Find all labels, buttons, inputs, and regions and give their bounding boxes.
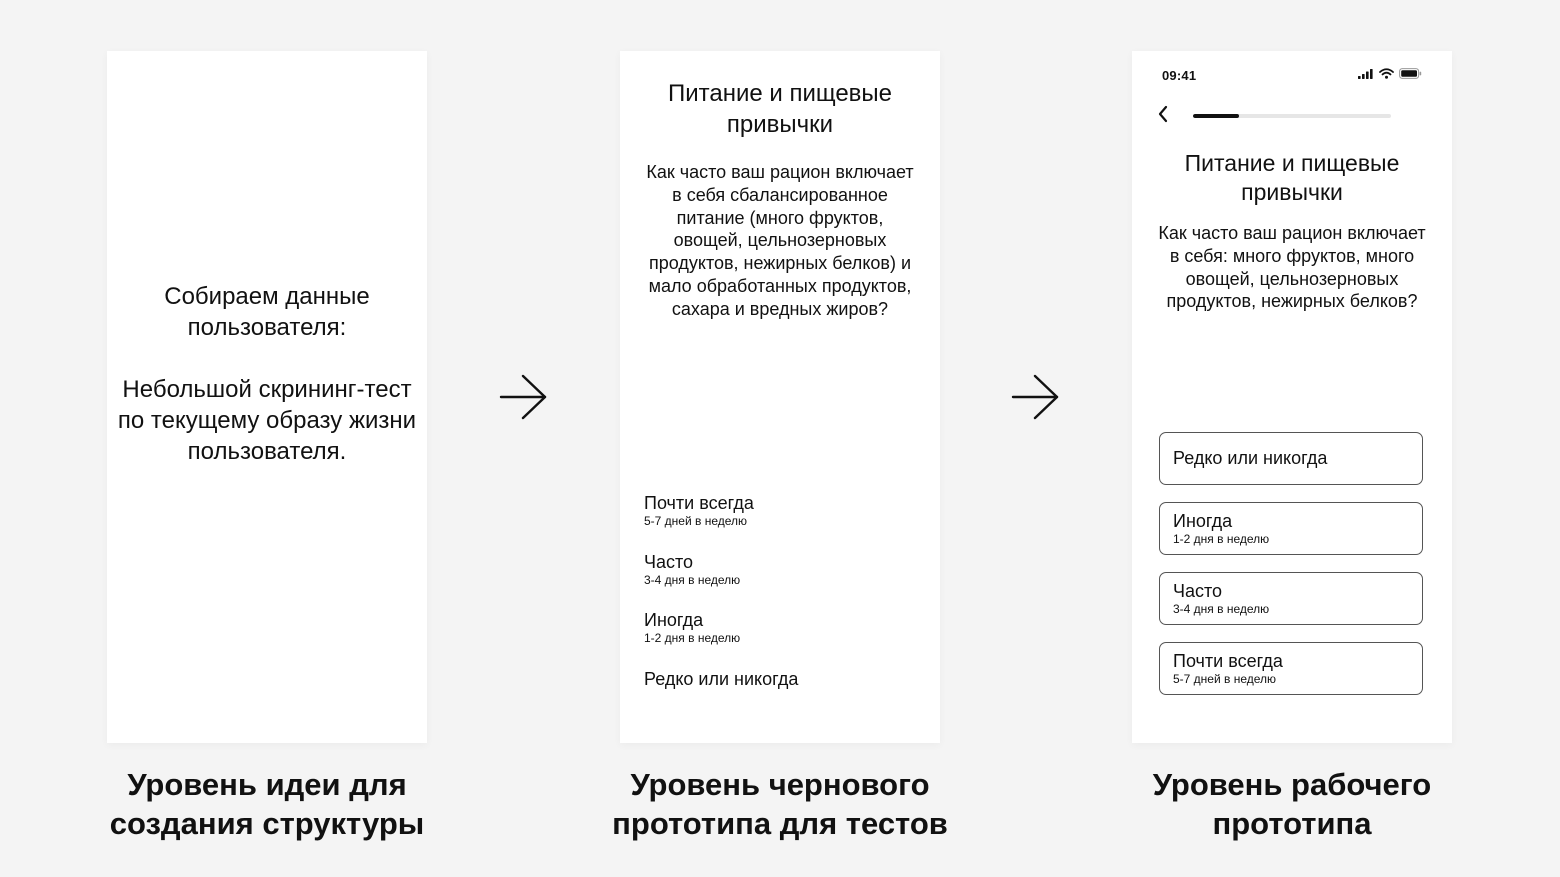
option-label: Часто <box>1173 581 1223 601</box>
idea-text-block <box>107 281 427 467</box>
option-label: Часто <box>644 551 694 572</box>
option-subtext: 5-7 дней в неделю <box>1173 672 1277 686</box>
proto-options-list <box>1159 432 1423 712</box>
option-label: Почти всегда <box>1173 651 1283 671</box>
draft-title: Питание и пищевые привычки <box>667 80 893 138</box>
draft-prototype-card <box>620 51 940 743</box>
status-bar <box>1132 65 1452 85</box>
proto-question: Как часто ваш рацион включает в себя: много фруктов, много овощей, цельнозерновых продуктов, нежирных белков? <box>1158 223 1426 312</box>
progress-fill <box>1193 114 1239 118</box>
chevron-left-icon <box>1157 105 1169 128</box>
caption-working-level: Уровень рабочего прототипа <box>1152 767 1432 841</box>
option-label: Почти всегда <box>644 493 754 513</box>
option-button-almost-always[interactable] <box>1159 642 1423 695</box>
battery-icon <box>1399 66 1422 84</box>
working-prototype-card <box>1132 51 1452 743</box>
draft-option-often[interactable] <box>644 551 920 610</box>
draft-option-almost-always[interactable] <box>644 492 920 551</box>
option-subtext: 5-7 дней в неделю <box>644 514 748 528</box>
caption-draft-level: Уровень чернового прототипа для тестов <box>612 767 948 841</box>
option-label: Иногда <box>1173 511 1233 531</box>
option-subtext: 3-4 дня в неделю <box>1173 602 1270 616</box>
status-time: 09:41 <box>1162 67 1197 83</box>
idea-heading: Собираем данные пользователя: <box>164 283 370 341</box>
draft-option-sometimes[interactable] <box>644 609 920 668</box>
back-button[interactable] <box>1154 105 1172 127</box>
option-label: Редко или никогда <box>1173 448 1328 468</box>
draft-options-list <box>644 492 920 726</box>
arrow-right-icon <box>499 373 549 421</box>
option-subtext: 1-2 дня в неделю <box>1173 532 1270 546</box>
progress-bar <box>1193 114 1391 118</box>
idea-body: Небольшой скрининг-тест по текущему образу жизни пользователя. <box>117 376 417 465</box>
idea-level-card <box>107 51 427 743</box>
signal-icon <box>1358 66 1374 84</box>
proto-title: Питание и пищевые привычки <box>1184 150 1400 205</box>
arrow-right-icon <box>1011 373 1061 421</box>
option-subtext: 3-4 дня в неделю <box>644 572 741 587</box>
wifi-icon <box>1379 66 1394 84</box>
draft-option-rarely[interactable] <box>644 668 920 727</box>
option-subtext: 1-2 дня в неделю <box>644 631 741 645</box>
option-label: Редко или никогда <box>644 668 799 689</box>
caption-idea-level: Уровень идеи для создания структуры <box>109 767 425 841</box>
option-button-rarely[interactable] <box>1159 432 1423 485</box>
option-label: Иногда <box>644 610 704 630</box>
nav-row <box>1132 105 1452 127</box>
draft-question: Как часто ваш рацион включает в себя сбалансированное питание (много фруктов, овощей, цельнозерновых продуктов, нежирных белков) и мало обработанных продуктов, сахара и вредных жиров? <box>646 162 914 319</box>
status-icons <box>1358 66 1422 84</box>
option-button-often[interactable] <box>1159 572 1423 625</box>
option-button-sometimes[interactable] <box>1159 502 1423 555</box>
